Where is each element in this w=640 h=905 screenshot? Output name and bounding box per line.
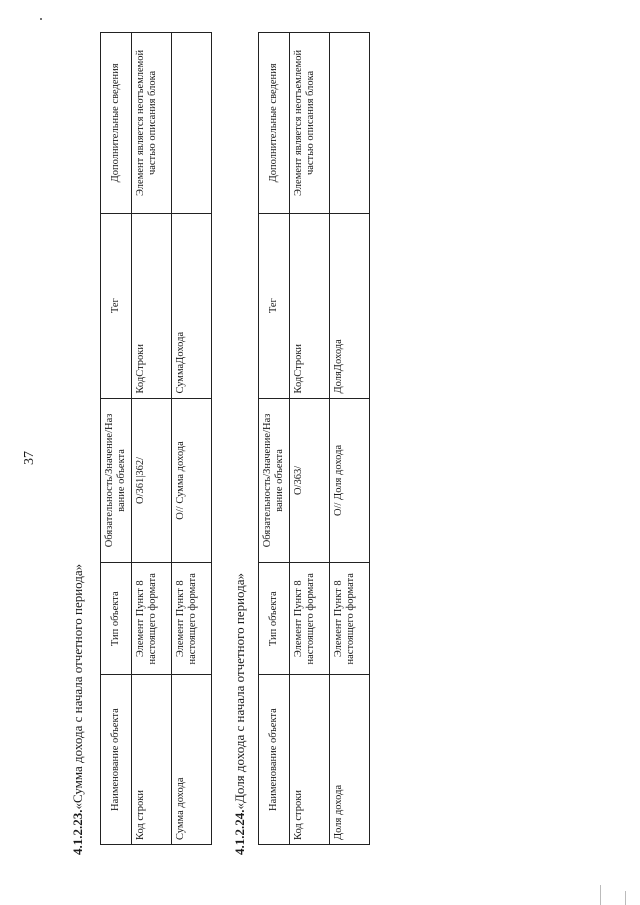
header-cell: Дополнительные сведения — [259, 33, 290, 214]
table-row — [132, 33, 172, 845]
header-cell: Тег — [101, 213, 132, 398]
page-number: 37 — [22, 451, 37, 465]
spec-table-2 — [258, 32, 370, 845]
table-cell — [330, 33, 370, 214]
table-cell: Элемент является неотъемлемой частью описания блока — [290, 33, 330, 214]
table-cell: Элемент является неотъемлемой частью описания блока — [132, 33, 172, 214]
table-row — [290, 33, 330, 845]
scan-mark — [625, 891, 626, 905]
header-cell: Тип объекта — [101, 563, 132, 675]
table-cell: СуммаДохода — [172, 213, 212, 398]
table-cell: Элемент Пункт 8 настоящего формата — [330, 563, 370, 675]
header-cell: Тип объекта — [259, 563, 290, 675]
section-title-1 — [70, 564, 86, 855]
header-cell: Обязательность/Значение/Наз вание объекта — [101, 398, 132, 563]
table-cell: КодСтроки — [132, 213, 172, 398]
table-cell: Элемент Пункт 8 настоящего формата — [172, 563, 212, 675]
table-cell: Доля дохода — [330, 675, 370, 845]
section-name: «Доля дохода с начала отчетного периода» — [232, 572, 247, 810]
table-cell: Элемент Пункт 8 настоящего формата — [132, 563, 172, 675]
header-cell: Наименование объекта — [259, 675, 290, 845]
section-title-2 — [232, 573, 248, 855]
table-cell: ДоляДохода — [330, 213, 370, 398]
table-header-row — [259, 33, 290, 845]
spec-table-1 — [100, 32, 212, 845]
table-cell: Сумма дохода — [172, 675, 212, 845]
section-number: 4.1.2.23. — [70, 809, 85, 855]
header-cell: Тег — [259, 213, 290, 398]
table-cell: Код строки — [290, 675, 330, 845]
section-number: 4.1.2.24. — [232, 809, 247, 855]
table-cell: КодСтроки — [290, 213, 330, 398]
table-header-row — [101, 33, 132, 845]
table-row — [172, 33, 212, 845]
scan-dot — [40, 18, 42, 20]
table-cell: О// Доля дохода — [330, 398, 370, 563]
header-cell: Обязательность/Значение/Наз вание объекта — [259, 398, 290, 563]
table-cell: Код строки — [132, 675, 172, 845]
table-cell: О/361|362/ — [132, 398, 172, 563]
header-cell: Дополнительные сведения — [101, 33, 132, 214]
table-cell: Элемент Пункт 8 настоящего формата — [290, 563, 330, 675]
section-name: «Сумма дохода с начала отчетного периода» — [70, 563, 85, 810]
table-cell — [172, 33, 212, 214]
table-row — [330, 33, 370, 845]
scan-mark — [600, 885, 601, 905]
table-cell: О/363/ — [290, 398, 330, 563]
header-cell: Наименование объекта — [101, 675, 132, 845]
table-cell: О// Сумма дохода — [172, 398, 212, 563]
